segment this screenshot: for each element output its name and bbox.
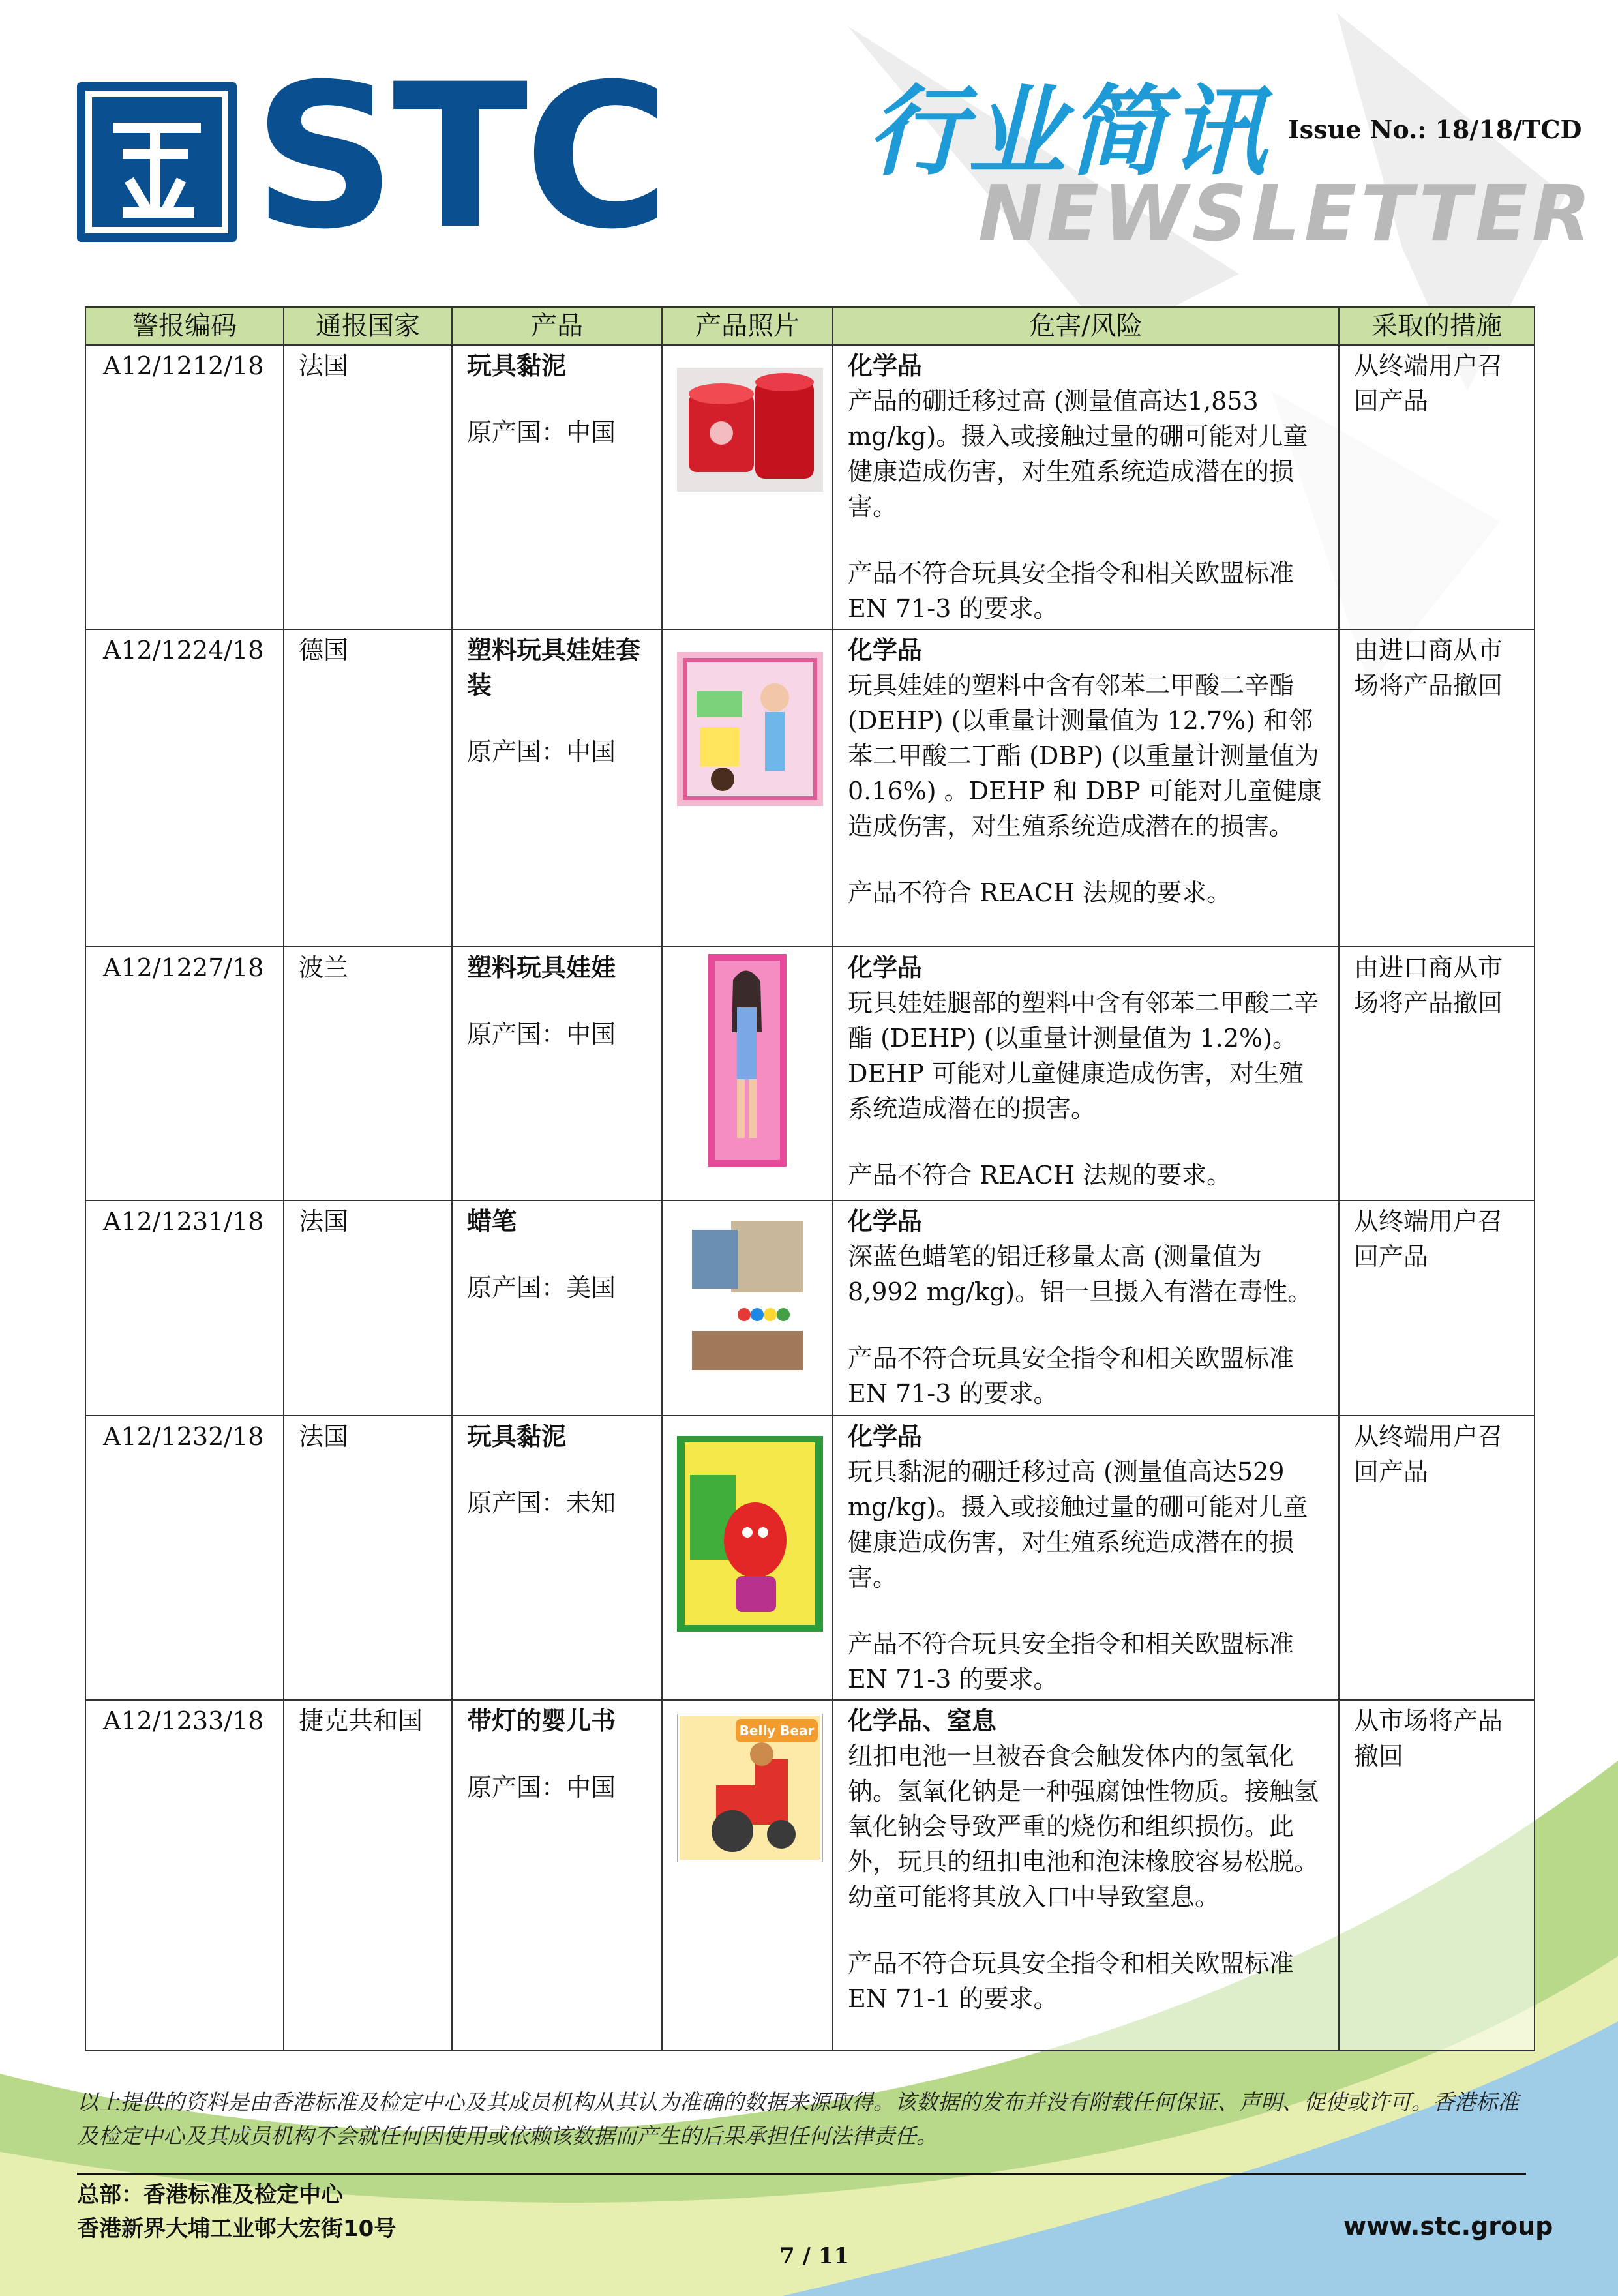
product-origin: 原产国：未知 — [467, 1489, 616, 1517]
hazard-cell — [833, 1200, 1339, 1416]
photo-cell — [662, 947, 833, 1200]
hazard-description: 纽扣电池一旦被吞食会触发体内的氢氧化钠。氢氧化钠是一种强腐蚀性物质。接触氢氧化钠会导致严重的烧伤和组织损伤。此外，玩具的纽扣电池和泡沫橡胶容易松脱。幼童可能将其放入口中导致窒息。 — [848, 1742, 1319, 1911]
website-link[interactable]: www.stc.group — [1343, 2212, 1553, 2241]
slime-blister-pack-photo — [677, 1436, 823, 1632]
product-origin: 原产国：美国 — [467, 1274, 616, 1302]
notifying-country: 法国 — [284, 345, 452, 629]
alert-code: A12/1227/18 — [85, 947, 284, 1200]
crayon-kit-photo — [685, 1217, 809, 1373]
issue-number: Issue No.: 18/18/TCD — [1288, 115, 1582, 144]
red-slime-jar-photo — [677, 368, 823, 492]
hazard-type: 化学品、窒息 — [848, 1706, 997, 1735]
header-alert-code: 警报编码 — [85, 307, 284, 345]
table-row — [85, 1416, 1535, 1700]
product-cell — [452, 629, 662, 947]
product-name: 塑料玩具娃娃 — [467, 953, 616, 982]
brand-name: STC — [253, 41, 667, 273]
hazard-cell — [833, 629, 1339, 947]
product-origin: 原产国：中国 — [467, 1773, 616, 1802]
hazard-description: 深蓝色蜡笔的铝迁移量太高 (测量值为 8,992 mg/kg)。铝一旦摄入有潜在毒性。 — [848, 1242, 1313, 1306]
doll-set-box-photo — [677, 652, 823, 806]
product-cell — [452, 345, 662, 629]
table-row — [85, 629, 1535, 947]
stc-logo — [77, 41, 680, 273]
product-name: 玩具黏泥 — [467, 1422, 567, 1451]
hq-address: 香港新界大埔工业邨大宏街10号 — [77, 2216, 397, 2242]
header-measure: 采取的措施 — [1339, 307, 1535, 345]
product-name: 玩具黏泥 — [467, 351, 567, 380]
page-number: 7 / 11 — [779, 2243, 850, 2269]
hazard-type: 化学品 — [848, 1422, 923, 1451]
table-row — [85, 345, 1535, 629]
hazard-cell — [833, 345, 1339, 629]
measure-taken: 由进口商从市场将产品撤回 — [1339, 947, 1535, 1200]
product-name: 带灯的婴儿书 — [467, 1706, 616, 1735]
photo-cell — [662, 1416, 833, 1700]
alert-code: A12/1231/18 — [85, 1200, 284, 1416]
product-cell — [452, 1416, 662, 1700]
photo-cell — [662, 629, 833, 947]
alerts-table — [85, 306, 1535, 2051]
hazard-compliance-note: 产品不符合玩具安全指令和相关欧盟标准 EN 71-3 的要求。 — [848, 559, 1295, 623]
hazard-compliance-note: 产品不符合 REACH 法规的要求。 — [848, 878, 1232, 907]
header-hazard: 危害/风险 — [833, 307, 1339, 345]
photo-cell — [662, 345, 833, 629]
hazard-type: 化学品 — [848, 635, 923, 664]
hazard-cell — [833, 947, 1339, 1200]
notifying-country: 捷克共和国 — [284, 1700, 452, 2051]
book-cover-title: Belly Bear — [739, 1723, 815, 1738]
hazard-compliance-note: 产品不符合玩具安全指令和相关欧盟标准 EN 71-3 的要求。 — [848, 1344, 1295, 1408]
notifying-country: 德国 — [284, 629, 452, 947]
doll-box-photo — [708, 954, 787, 1167]
product-name: 蜡笔 — [467, 1206, 517, 1236]
header-product: 产品 — [452, 307, 662, 345]
measure-taken: 从终端用户召回产品 — [1339, 1200, 1535, 1416]
hq-name: 总部：香港标准及检定中心 — [77, 2182, 343, 2208]
hazard-description: 玩具黏泥的硼迁移过高 (测量值高达529 mg/kg)。摄入或接触过量的硼可能对儿童健康造成伤害，对生殖系统造成潜在的损害。 — [848, 1457, 1308, 1592]
measure-taken: 从终端用户召回产品 — [1339, 345, 1535, 629]
photo-cell — [662, 1200, 833, 1416]
measure-taken: 从市场将产品撤回 — [1339, 1700, 1535, 2051]
hazard-cell — [833, 1700, 1339, 2051]
product-origin: 原产国：中国 — [467, 738, 616, 766]
notifying-country: 法国 — [284, 1416, 452, 1700]
alert-code: A12/1212/18 — [85, 345, 284, 629]
footer-divider — [77, 2173, 1526, 2175]
baby-book-photo — [677, 1714, 823, 1862]
alert-code: A12/1224/18 — [85, 629, 284, 947]
product-cell — [452, 947, 662, 1200]
newsletter-title-en: NEWSLETTER — [978, 168, 1595, 258]
notifying-country: 法国 — [284, 1200, 452, 1416]
table-row — [85, 947, 1535, 1200]
hazard-compliance-note: 产品不符合玩具安全指令和相关欧盟标准 EN 71-1 的要求。 — [848, 1949, 1295, 2013]
header-country: 通报国家 — [284, 307, 452, 345]
hazard-compliance-note: 产品不符合玩具安全指令和相关欧盟标准 EN 71-3 的要求。 — [848, 1630, 1295, 1693]
newsletter-title-cn: 行业简讯 — [867, 76, 1270, 189]
hazard-compliance-note: 产品不符合 REACH 法规的要求。 — [848, 1161, 1232, 1189]
hazard-type: 化学品 — [848, 351, 923, 380]
alert-code: A12/1232/18 — [85, 1416, 284, 1700]
table-header-row — [85, 307, 1535, 345]
notifying-country: 波兰 — [284, 947, 452, 1200]
product-origin: 原产国：中国 — [467, 1020, 616, 1049]
product-cell — [452, 1700, 662, 2051]
headquarters-info — [77, 2178, 396, 2246]
header-photo: 产品照片 — [662, 307, 833, 345]
hazard-description: 玩具娃娃的塑料中含有邻苯二甲酸二辛酯 (DEHP) (以重量计测量值为 12.7%) 和邻苯二甲酸二丁酯 (DBP) (以重量计测量值为 0.16%) 。DEHP 和 DBP 可能对儿童健康造成伤害，对生殖系统造成潜在的损害。 — [848, 671, 1322, 841]
measure-taken: 由进口商从市场将产品撤回 — [1339, 629, 1535, 947]
measure-taken: 从终端用户召回产品 — [1339, 1416, 1535, 1700]
photo-cell — [662, 1700, 833, 2051]
product-origin: 原产国：中国 — [467, 418, 616, 447]
hazard-type: 化学品 — [848, 1206, 923, 1236]
table-row — [85, 1700, 1535, 2051]
hazard-description: 产品的硼迁移过高 (测量值高达1,853 mg/kg)。摄入或接触过量的硼可能对儿童健康造成伤害，对生殖系统造成潜在的损害。 — [848, 387, 1308, 521]
hazard-type: 化学品 — [848, 953, 923, 982]
disclaimer: 以上提供的资料是由香港标准及检定中心及其成员机构从其认为准确的数据来源取得。该数据的发布并没有附载任何保证、声明、促使或许可。香港标准及检定中心及其成员机构不会就任何因使用或依赖该数据而产生的后果承担任何法律责任。 — [77, 2089, 1519, 2149]
product-name: 塑料玩具娃娃套装 — [467, 635, 641, 700]
hazard-cell — [833, 1416, 1339, 1700]
table-row — [85, 1200, 1535, 1416]
alert-code: A12/1233/18 — [85, 1700, 284, 2051]
stc-emblem-icon — [77, 82, 237, 242]
hazard-description: 玩具娃娃腿部的塑料中含有邻苯二甲酸二辛酯 (DEHP) (以重量计测量值为 1.2%)。DEHP 可能对儿童健康造成伤害，对生殖系统造成潜在的损害。 — [848, 989, 1319, 1123]
product-cell — [452, 1200, 662, 1416]
